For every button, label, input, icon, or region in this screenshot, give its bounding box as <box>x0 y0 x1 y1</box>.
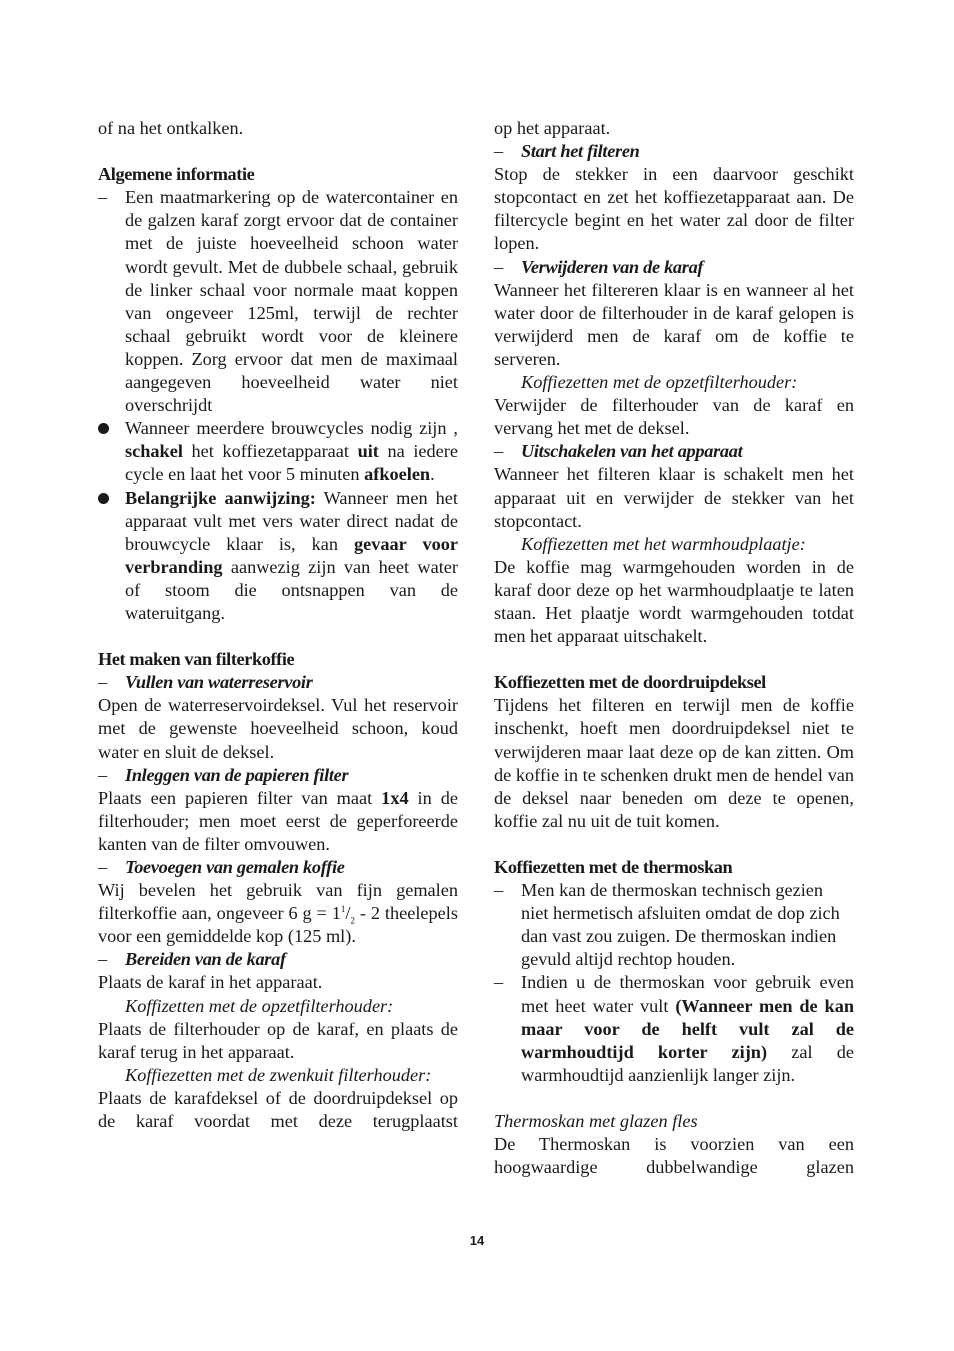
intro-text: of na het ontkalken. <box>98 118 244 138</box>
step-text: Plaats de karafdeksel of de doordruipdeksel op de karaf voordat met deze terugplaatst <box>98 1087 458 1132</box>
step-text: Plaats de karaf in het apparaat. <box>98 972 323 993</box>
step-title: – Uitschakelen van het apparaat <box>494 441 743 462</box>
sub-heading: Koffiezetten met de zwenkuit filterhouder: <box>125 1064 432 1085</box>
step-text: Wanneer het filteren klaar is schakelt men het apparaat uit en verwijder de stekker van het stopcontact. <box>494 464 854 531</box>
step-text: Verwijder de filterhouder van de karaf en vervang het met de deksel. <box>494 395 854 439</box>
drip-lid-heading: Koffiezetten met de doordruipdeksel <box>494 672 766 693</box>
glass-flask-text: De Thermoskan is voorzien van een hoogwaardige dubbelwandige glazen <box>494 1134 854 1178</box>
step-title: – Bereiden van de karaf <box>98 949 286 970</box>
sub-heading: Koffizetten met de opzetfilterhouder: <box>125 995 394 1016</box>
sub-heading: Koffiezetten met de opzetfilterhouder: <box>521 372 798 393</box>
thermos-heading: Koffiezetten met de thermoskan <box>494 857 733 877</box>
list-item: Wanneer meerdere brouwcycles nodig zijn , schakel het koffiezetapparaat uit na iedere cycle en laat het voor 5 minuten afkoelen. <box>98 417 458 486</box>
list-item: – Indien u de thermoskan voor gebruik even met heet water vult (Wanneer men de kan maar voor de helft vult zal de warmhoudtijd korter zijn) zal de warmhoudtijd aanzienlijk langer zijn. <box>494 972 855 1085</box>
glass-flask-heading: Thermoskan met glazen fles <box>494 1111 698 1132</box>
bullet-icon <box>98 417 118 440</box>
step-text: Plaats de filterhouder op de karaf, en plaats de karaf terug in het apparaat. <box>98 1018 458 1062</box>
list-item: – Een maatmarkering op de watercontainer en de galzen karaf zorgt ervoor dat de container met de juiste hoeveelheid schoon water wordt gevult. Met de dubbele schaal, gebruik de linker schaal voor normale maat koppen van ongeveer 125ml, terwijl de rechter schaal gebruikt wordt voor de kleinere koppen. Zorg ervoor dat men de maximaal aangegeven hoeveelheid water niet overschrijdt <box>98 187 458 416</box>
list-item: – Men kan de thermoskan technisch gezien niet hermetisch afsluiten omdat de dop zich dan vast zou zuigen. De thermoskan indien gevuld altijd rechtop houden. <box>494 880 840 970</box>
dash-marker: – <box>494 880 504 901</box>
right-column <box>494 117 854 1179</box>
step-title: – Start het filteren <box>494 141 640 162</box>
list-item: Belangrijke aanwijzing: Wanneer men het apparaat vult met vers water direct nadat de brouwcycle klaar is, kan gevaar voor verbranding aanwezig zijn van heet water of stoom die ontsnappen van de wateruitgang. <box>98 487 458 626</box>
step-title: – Inleggen van de papieren filter <box>98 764 349 785</box>
step-text: Stop de stekker in een daarvoor geschikt stopcontact en zet het koffiezetapparaat aan. De filtercycle begint en het water zal door de filter lopen. <box>494 164 854 254</box>
sub-heading: Koffiezetten met het warmhoudplaatje: <box>521 533 806 554</box>
general-info-heading: Algemene informatie <box>98 164 255 185</box>
dash-marker: – <box>98 187 108 208</box>
step-title: – Verwijderen van de karaf <box>494 256 704 277</box>
step-text: De koffie mag warmgehouden worden in de karaf door deze op het warmhoudplaatje te laten staan. Het plaatje wordt warmgehouden totdat men het apparaat uitschakelt. <box>494 556 854 647</box>
continued-text: op het apparaat. <box>494 118 611 138</box>
step-title: – Vullen van waterreservoir <box>98 672 313 693</box>
step-text: Plaats een papieren filter van maat 1x4 in de filterhouder; men moet eerst de geperforeerde kanten van de filter omvouwen. <box>98 787 458 854</box>
bullet-icon <box>98 487 118 510</box>
page-number: 14 <box>469 1233 485 1248</box>
drip-lid-text: Tijdens het filteren en terwijl men de koffie inschenkt, hoeft men doordruipdeksel niet te verwijderen maar laat deze op de kan zitten. Om de koffie in te schenken drukt men de hendel van de deksel naar beneden om deze te openen, koffie zal nu uit de tuit komen. <box>494 695 854 831</box>
dash-marker: – <box>494 972 504 993</box>
filter-coffee-heading: Het maken van filterkoffie <box>98 649 295 670</box>
step-text: Open de waterreservoirdeksel. Vul het reservoir met de gewenste hoeveelheid schoon, koud water en sluit de deksel. <box>98 695 458 762</box>
step-text: Wij bevelen het gebruik van fijn gemalen filterkoffie aan, ongeveer 6 $g = 1^1/_2 - 2$ theelepels voor een gemiddelde kop (125 ml). <box>98 880 458 947</box>
left-column <box>98 117 458 1133</box>
step-text: Wanneer het filtereren klaar is en wanneer al het water door de filterhouder in de karaf gelopen is verwijderd men de karaf om de koffie te serveren. <box>494 279 854 369</box>
step-title: – Toevoegen van gemalen koffie <box>98 857 345 877</box>
